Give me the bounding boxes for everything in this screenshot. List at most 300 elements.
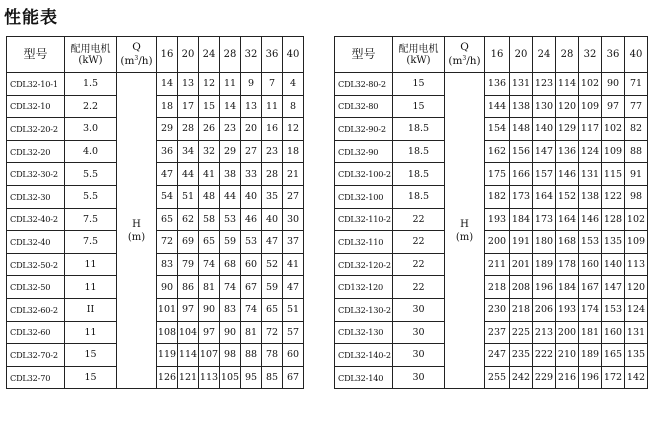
model-cell: CDL32-130: [335, 321, 393, 344]
head-value-cell: 108: [157, 321, 178, 344]
head-value-cell: 60: [283, 344, 304, 367]
head-value-cell: 109: [579, 95, 602, 118]
head-value-cell: 20: [241, 118, 262, 141]
power-cell: 5.5: [65, 185, 117, 208]
head-value-cell: 164: [533, 185, 556, 208]
head-value-cell: 57: [283, 321, 304, 344]
head-value-cell: 21: [283, 163, 304, 186]
head-value-cell: 77: [625, 95, 648, 118]
head-value-cell: 105: [220, 366, 241, 389]
table-row: [335, 276, 648, 299]
power-cell: 3.0: [65, 118, 117, 141]
head-value-cell: 173: [533, 208, 556, 231]
head-value-cell: 91: [625, 163, 648, 186]
power-cell: 15: [65, 366, 117, 389]
head-value-cell: 138: [579, 185, 602, 208]
head-value-cell: 160: [602, 321, 625, 344]
head-value-cell: 235: [510, 344, 533, 367]
head-value-cell: 184: [510, 208, 533, 231]
head-value-cell: 174: [579, 298, 602, 321]
head-value-cell: 128: [602, 208, 625, 231]
head-value-cell: 13: [178, 73, 199, 96]
head-value-cell: 124: [579, 140, 602, 163]
head-value-cell: 153: [602, 298, 625, 321]
head-value-cell: 44: [178, 163, 199, 186]
model-cell: CDL32-60: [7, 321, 65, 344]
head-value-cell: 95: [241, 366, 262, 389]
head-value-cell: 81: [241, 321, 262, 344]
head-value-cell: 33: [241, 163, 262, 186]
head-value-cell: 85: [262, 366, 283, 389]
table-row: [335, 73, 648, 96]
head-value-cell: 147: [533, 140, 556, 163]
power-cell: 22: [393, 208, 445, 231]
head-value-cell: 67: [283, 366, 304, 389]
head-value-cell: 180: [533, 231, 556, 254]
head-value-cell: 51: [178, 185, 199, 208]
head-value-cell: 72: [157, 231, 178, 254]
head-value-cell: 225: [510, 321, 533, 344]
head-value-cell: 98: [625, 185, 648, 208]
flow-header: [117, 37, 157, 73]
head-value-cell: 196: [533, 276, 556, 299]
head-value-cell: 78: [262, 344, 283, 367]
head-value-cell: 131: [510, 73, 533, 96]
head-value-cell: 135: [602, 231, 625, 254]
head-value-cell: 109: [625, 231, 648, 254]
model-cell: CDL32-40-2: [7, 208, 65, 231]
head-value-cell: 242: [510, 366, 533, 389]
power-cell: 30: [393, 321, 445, 344]
flow-value-header: 24: [533, 37, 556, 73]
flow-header-symbol: Q: [460, 41, 469, 53]
power-cell: 18.5: [393, 140, 445, 163]
head-value-cell: 173: [510, 185, 533, 208]
head-value-cell: 13: [241, 95, 262, 118]
flow-header-unit-prefix: (m: [448, 55, 463, 67]
flow-value-header: 16: [485, 37, 510, 73]
flow-value-header: 32: [579, 37, 602, 73]
head-value-cell: 62: [178, 208, 199, 231]
model-cell: CDL32-10-1: [7, 73, 65, 96]
head-value-cell: 247: [485, 344, 510, 367]
head-value-cell: 74: [241, 298, 262, 321]
head-value-cell: 51: [283, 298, 304, 321]
table-row: [335, 344, 648, 367]
power-cell: 22: [393, 231, 445, 254]
head-value-cell: 97: [199, 321, 220, 344]
flow-value-header: 32: [241, 37, 262, 73]
flow-value-header: 24: [199, 37, 220, 73]
head-value-cell: 148: [510, 118, 533, 141]
head-value-cell: 154: [485, 118, 510, 141]
head-value-cell: 97: [178, 298, 199, 321]
head-value-cell: 83: [220, 298, 241, 321]
flow-header-unit-suffix: /h): [466, 55, 481, 67]
head-value-cell: 126: [157, 366, 178, 389]
model-cell: CDL32-40: [7, 231, 65, 254]
model-cell: CDL32-120-2: [335, 253, 393, 276]
power-cell: 7.5: [65, 231, 117, 254]
power-cell: 18.5: [393, 185, 445, 208]
head-value-cell: 144: [485, 95, 510, 118]
head-value-cell: 16: [262, 118, 283, 141]
head-value-cell: 206: [533, 298, 556, 321]
head-value-cell: 88: [625, 140, 648, 163]
head-label-cell: [445, 73, 485, 389]
table-row: [335, 231, 648, 254]
power-cell: 11: [65, 321, 117, 344]
head-value-cell: 36: [157, 140, 178, 163]
head-value-cell: 27: [283, 185, 304, 208]
head-value-cell: 28: [178, 118, 199, 141]
head-value-cell: 23: [220, 118, 241, 141]
head-value-cell: 210: [556, 344, 579, 367]
head-value-cell: 189: [579, 344, 602, 367]
head-value-cell: 11: [220, 73, 241, 96]
table-row: [335, 163, 648, 186]
power-cell: 7.5: [65, 208, 117, 231]
table-row: [335, 298, 648, 321]
head-value-cell: 122: [602, 185, 625, 208]
head-value-cell: 165: [602, 344, 625, 367]
head-value-cell: 47: [157, 163, 178, 186]
head-value-cell: 47: [283, 276, 304, 299]
power-cell: 15: [393, 73, 445, 96]
head-value-cell: 211: [485, 253, 510, 276]
head-value-cell: 102: [625, 208, 648, 231]
head-value-cell: 113: [199, 366, 220, 389]
head-value-cell: 208: [510, 276, 533, 299]
head-label-symbol: H: [132, 218, 141, 230]
power-cell: 18.5: [393, 118, 445, 141]
head-value-cell: 131: [579, 163, 602, 186]
head-value-cell: 11: [262, 95, 283, 118]
head-value-cell: 175: [485, 163, 510, 186]
head-value-cell: 35: [262, 185, 283, 208]
model-cell: CDL32-30: [7, 185, 65, 208]
head-value-cell: 124: [625, 298, 648, 321]
power-cell: 30: [393, 344, 445, 367]
head-value-cell: 140: [602, 253, 625, 276]
head-value-cell: 88: [241, 344, 262, 367]
head-value-cell: 41: [199, 163, 220, 186]
head-value-cell: 147: [602, 276, 625, 299]
head-value-cell: 7: [262, 73, 283, 96]
power-cell: 11: [65, 276, 117, 299]
head-value-cell: 12: [283, 118, 304, 141]
model-cell: CDL32-50-2: [7, 253, 65, 276]
head-value-cell: 115: [602, 163, 625, 186]
head-value-cell: 40: [241, 185, 262, 208]
head-value-cell: 136: [556, 140, 579, 163]
head-label-unit: (m): [455, 231, 474, 243]
head-label-unit: (m): [127, 231, 146, 243]
head-value-cell: 47: [262, 231, 283, 254]
model-header: [7, 37, 65, 73]
head-value-cell: 178: [556, 253, 579, 276]
head-value-cell: 213: [533, 321, 556, 344]
head-value-cell: 172: [602, 366, 625, 389]
flow-value-header: 16: [157, 37, 178, 73]
power-cell: 22: [393, 253, 445, 276]
head-value-cell: 60: [241, 253, 262, 276]
head-value-cell: 129: [556, 118, 579, 141]
head-value-cell: 74: [199, 253, 220, 276]
head-value-cell: 69: [178, 231, 199, 254]
model-cell: CDL32-80: [335, 95, 393, 118]
model-cell: CDL32-140-2: [335, 344, 393, 367]
head-value-cell: 107: [199, 344, 220, 367]
head-value-cell: 102: [579, 73, 602, 96]
head-value-cell: 65: [262, 298, 283, 321]
power-header-line1: 配用电机: [70, 43, 111, 55]
head-value-cell: 90: [157, 276, 178, 299]
head-value-cell: 255: [485, 366, 510, 389]
head-label-symbol: H: [460, 218, 469, 230]
head-value-cell: 200: [485, 231, 510, 254]
head-value-cell: 12: [199, 73, 220, 96]
head-value-cell: 229: [533, 366, 556, 389]
table-row: [335, 95, 648, 118]
model-cell: CDL32-110: [335, 231, 393, 254]
power-cell: 15: [65, 344, 117, 367]
model-cell: CDL32-70-2: [7, 344, 65, 367]
head-value-cell: 15: [199, 95, 220, 118]
head-value-cell: 113: [625, 253, 648, 276]
header-row: [7, 37, 304, 73]
head-value-cell: 29: [157, 118, 178, 141]
power-cell: 18.5: [393, 163, 445, 186]
head-value-cell: 28: [262, 163, 283, 186]
head-value-cell: 98: [220, 344, 241, 367]
head-value-cell: 109: [602, 140, 625, 163]
head-value-cell: 218: [510, 298, 533, 321]
head-value-cell: 164: [556, 208, 579, 231]
model-header-label: 型号: [351, 47, 376, 61]
flow-value-header: 20: [510, 37, 533, 73]
head-value-cell: 79: [178, 253, 199, 276]
power-cell: 4.0: [65, 140, 117, 163]
head-value-cell: 216: [556, 366, 579, 389]
head-value-cell: 193: [485, 208, 510, 231]
model-cell: CDL32-80-2: [335, 73, 393, 96]
performance-table-left: [6, 36, 304, 389]
head-value-cell: 59: [220, 231, 241, 254]
head-value-cell: 230: [485, 298, 510, 321]
head-value-cell: 18: [283, 140, 304, 163]
header-row: [335, 37, 648, 73]
flow-value-header: 36: [262, 37, 283, 73]
flow-value-header: 28: [220, 37, 241, 73]
head-value-cell: 142: [625, 366, 648, 389]
head-value-cell: 146: [556, 163, 579, 186]
power-cell: 30: [393, 298, 445, 321]
power-cell: II: [65, 298, 117, 321]
power-cell: 22: [393, 276, 445, 299]
flow-value-header: 20: [178, 37, 199, 73]
model-cell: CDL32-140: [335, 366, 393, 389]
head-value-cell: 90: [602, 73, 625, 96]
head-value-cell: 48: [199, 185, 220, 208]
head-value-cell: 119: [157, 344, 178, 367]
head-value-cell: 201: [510, 253, 533, 276]
head-value-cell: 200: [556, 321, 579, 344]
head-label-cell: [117, 73, 157, 389]
head-value-cell: 8: [283, 95, 304, 118]
head-value-cell: 53: [220, 208, 241, 231]
head-value-cell: 54: [157, 185, 178, 208]
table-row: [335, 366, 648, 389]
head-value-cell: 182: [485, 185, 510, 208]
head-value-cell: 160: [579, 253, 602, 276]
head-value-cell: 65: [157, 208, 178, 231]
head-value-cell: 41: [283, 253, 304, 276]
head-value-cell: 74: [220, 276, 241, 299]
head-value-cell: 120: [625, 276, 648, 299]
head-value-cell: 23: [262, 140, 283, 163]
power-header-unit: (kW): [406, 54, 431, 66]
flow-value-header: 40: [625, 37, 648, 73]
head-value-cell: 4: [283, 73, 304, 96]
head-value-cell: 121: [178, 366, 199, 389]
head-value-cell: 30: [283, 208, 304, 231]
head-value-cell: 152: [556, 185, 579, 208]
power-cell: 1.5: [65, 73, 117, 96]
model-cell: CDL32-20-2: [7, 118, 65, 141]
head-value-cell: 38: [220, 163, 241, 186]
table-row: [7, 73, 304, 96]
model-cell: CDL32-130-2: [335, 298, 393, 321]
model-cell: CDL32-20: [7, 140, 65, 163]
model-cell: CDL32-30-2: [7, 163, 65, 186]
table-row: [335, 321, 648, 344]
model-cell: CDL32-50: [7, 276, 65, 299]
head-value-cell: 167: [579, 276, 602, 299]
head-value-cell: 153: [579, 231, 602, 254]
head-value-cell: 138: [510, 95, 533, 118]
head-value-cell: 114: [556, 73, 579, 96]
head-value-cell: 117: [579, 118, 602, 141]
flow-value-header: 40: [283, 37, 304, 73]
head-value-cell: 72: [262, 321, 283, 344]
table-row: [335, 253, 648, 276]
head-value-cell: 162: [485, 140, 510, 163]
page-title: 性能表: [4, 8, 58, 28]
head-value-cell: 17: [178, 95, 199, 118]
head-value-cell: 120: [556, 95, 579, 118]
head-value-cell: 102: [602, 118, 625, 141]
flow-header-unit-sup: 3: [134, 55, 139, 62]
head-value-cell: 114: [178, 344, 199, 367]
head-value-cell: 104: [178, 321, 199, 344]
head-value-cell: 136: [485, 73, 510, 96]
head-value-cell: 191: [510, 231, 533, 254]
model-header-label: 型号: [23, 47, 48, 61]
head-value-cell: 168: [556, 231, 579, 254]
table-row: [335, 118, 648, 141]
model-cell: CDL32-110-2: [335, 208, 393, 231]
head-value-cell: 156: [510, 140, 533, 163]
head-value-cell: 140: [533, 118, 556, 141]
head-value-cell: 18: [157, 95, 178, 118]
model-cell: CDL32-100-2: [335, 163, 393, 186]
model-cell: CDL32-10: [7, 95, 65, 118]
power-header-unit: (kW): [78, 54, 103, 66]
head-value-cell: 90: [199, 298, 220, 321]
flow-header-unit-sup: 3: [462, 55, 467, 62]
head-value-cell: 166: [510, 163, 533, 186]
head-value-cell: 181: [579, 321, 602, 344]
flow-header-symbol: Q: [132, 41, 141, 53]
head-value-cell: 237: [485, 321, 510, 344]
head-value-cell: 14: [157, 73, 178, 96]
head-value-cell: 29: [220, 140, 241, 163]
head-value-cell: 27: [241, 140, 262, 163]
table-row: [335, 140, 648, 163]
head-value-cell: 83: [157, 253, 178, 276]
flow-value-header: 28: [556, 37, 579, 73]
head-value-cell: 40: [262, 208, 283, 231]
head-value-cell: 90: [220, 321, 241, 344]
head-value-cell: 196: [579, 366, 602, 389]
table-row: [335, 185, 648, 208]
power-cell: 30: [393, 366, 445, 389]
head-value-cell: 65: [199, 231, 220, 254]
head-value-cell: 14: [220, 95, 241, 118]
flow-header-unit-suffix: /h): [138, 55, 153, 67]
head-value-cell: 81: [199, 276, 220, 299]
head-value-cell: 68: [220, 253, 241, 276]
power-header-line1: 配用电机: [398, 43, 439, 55]
flow-header-unit-prefix: (m: [120, 55, 135, 67]
performance-table-right: [334, 36, 648, 389]
head-value-cell: 86: [178, 276, 199, 299]
head-value-cell: 59: [262, 276, 283, 299]
power-cell: 2.2: [65, 95, 117, 118]
table-row: [335, 208, 648, 231]
head-value-cell: 97: [602, 95, 625, 118]
power-header: [65, 37, 117, 73]
head-value-cell: 222: [533, 344, 556, 367]
head-value-cell: 58: [199, 208, 220, 231]
head-value-cell: 67: [241, 276, 262, 299]
model-cell: CDL32-70: [7, 366, 65, 389]
head-value-cell: 34: [178, 140, 199, 163]
head-value-cell: 146: [579, 208, 602, 231]
model-cell: CDL32-60-2: [7, 298, 65, 321]
head-value-cell: 9: [241, 73, 262, 96]
flow-header: [445, 37, 485, 73]
head-value-cell: 123: [533, 73, 556, 96]
head-value-cell: 32: [199, 140, 220, 163]
head-value-cell: 82: [625, 118, 648, 141]
head-value-cell: 101: [157, 298, 178, 321]
head-value-cell: 218: [485, 276, 510, 299]
head-value-cell: 189: [533, 253, 556, 276]
model-cell: CDL32-90-2: [335, 118, 393, 141]
power-header: [393, 37, 445, 73]
head-value-cell: 184: [556, 276, 579, 299]
power-cell: 15: [393, 95, 445, 118]
power-cell: 5.5: [65, 163, 117, 186]
head-value-cell: 44: [220, 185, 241, 208]
head-value-cell: 71: [625, 73, 648, 96]
head-value-cell: 52: [262, 253, 283, 276]
model-header: [335, 37, 393, 73]
head-value-cell: 37: [283, 231, 304, 254]
head-value-cell: 135: [625, 344, 648, 367]
